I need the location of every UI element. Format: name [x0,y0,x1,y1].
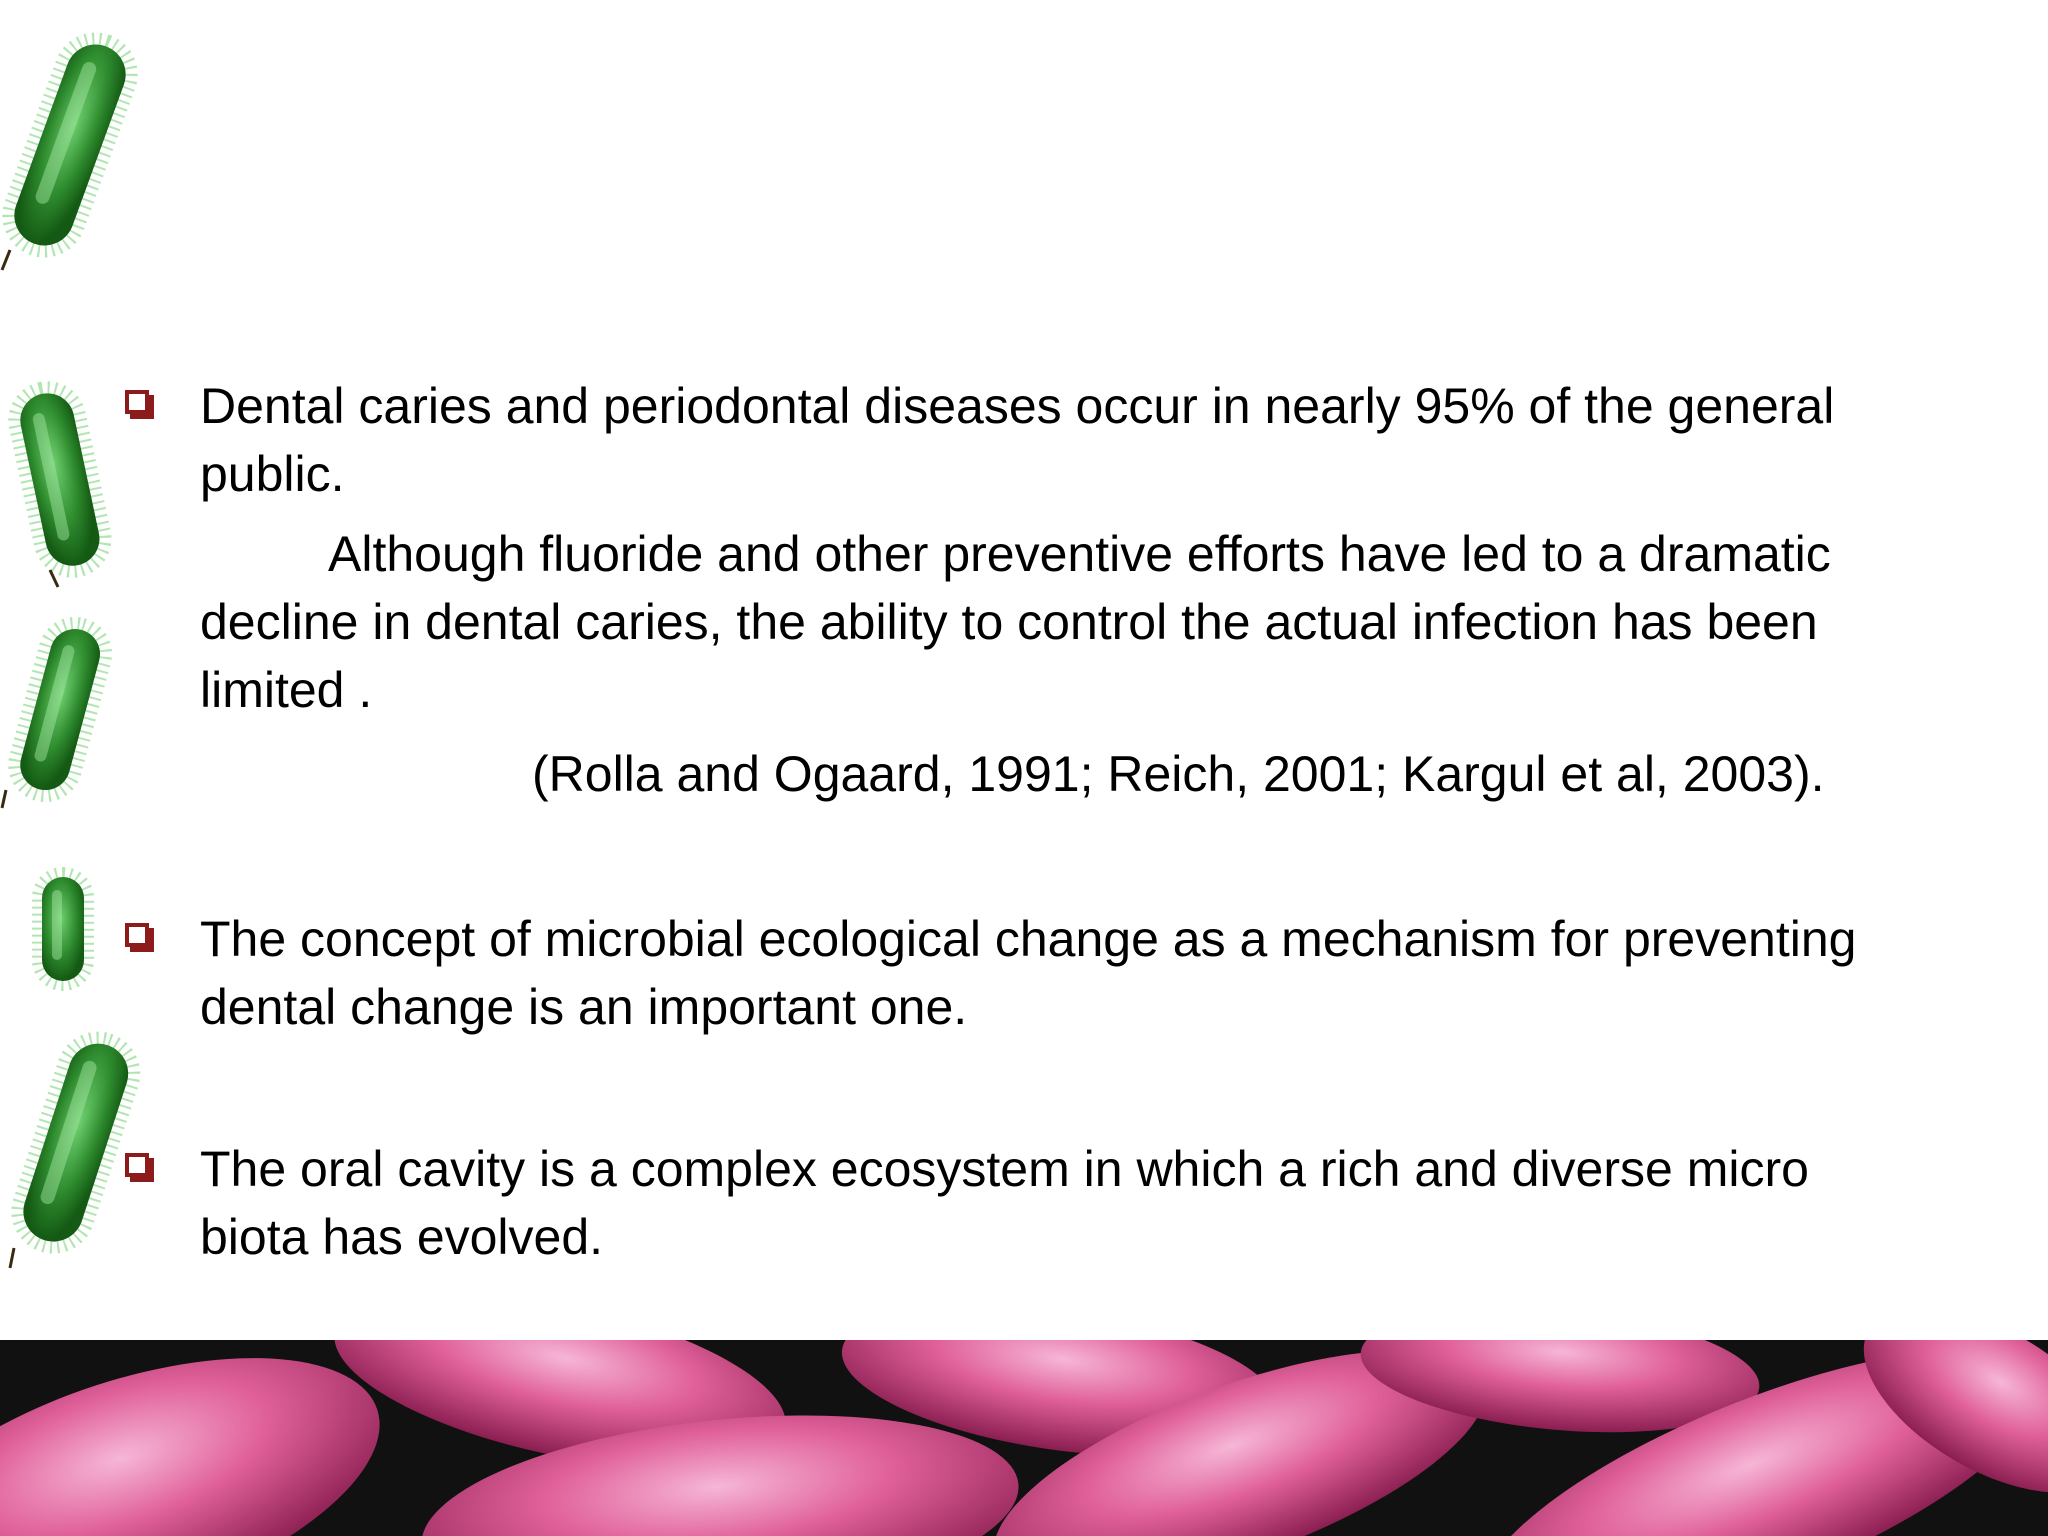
bullet-box-icon [125,390,149,414]
bullet-text-line: Dental caries and periodontal diseases occur in nearly 95% of the general [200,378,1835,434]
paragraph-line: Although fluoride and other preventive efforts have led to a dramatic [328,526,1831,582]
bullet-text-line: The oral cavity is a complex ecosystem in which a rich and diverse micro [200,1141,1809,1197]
footer-bacteria-image [0,1340,2048,1536]
bullet-box-icon [125,923,149,947]
paragraph-line: limited . [200,662,373,718]
bullet-text-line: public. [200,446,345,502]
bullet-text-line: dental change is an important one. [200,979,968,1035]
bullet-box-icon [125,1153,149,1177]
citation: (Rolla and Ogaard, 1991; Reich, 2001; Kargul et al, 2003). [532,746,1825,802]
bullet-text-line: biota has evolved. [200,1209,604,1265]
paragraph-line: decline in dental caries, the ability to control the actual infection has been [200,594,1818,650]
bullet-text-line: The concept of microbial ecological change as a mechanism for preventing [200,911,1857,967]
